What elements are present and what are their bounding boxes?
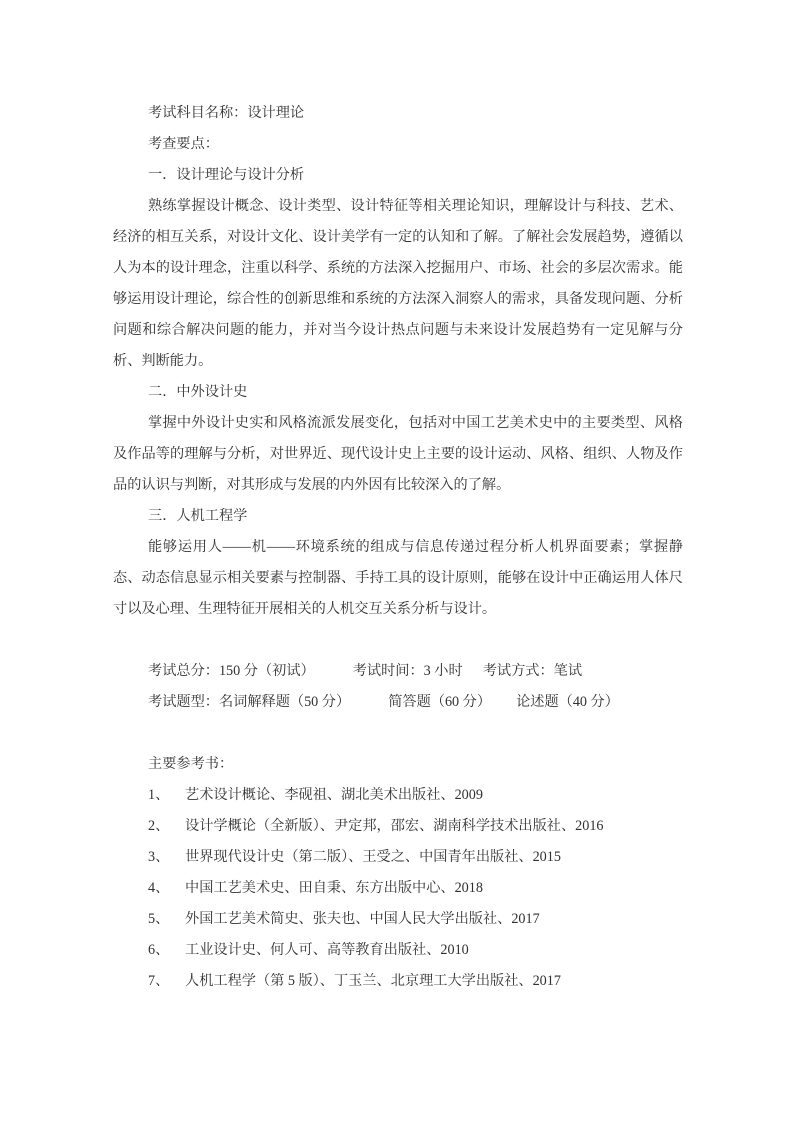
blank-line [113,718,683,749]
reference-text: 人机工程学（第 5 版）、丁玉兰、北京理工大学出版社、2017 [185,973,561,989]
reference-number: 4、 [148,880,170,896]
exam-meta-row-2 [113,687,683,718]
reference-item [113,904,683,935]
reference-text: 中国工艺美术史、田自秉、东方出版中心、2018 [185,880,483,896]
section-design-history [113,377,683,501]
reference-item [113,842,683,873]
section-body: 熟练掌握设计概念、设计类型、设计特征等相关理论知识，理解设计与科技、艺术、经济的相互关系，对设计文化、设计美学有一定的认知和了解。了解社会发展趋势，遵循以人为本的设计理念，注重以科学、系统的方法深入挖掘用户、市场、社会的多层次需求。能够运用设计理论，综合性的创新思维和系统的方法深入洞察人的需求，具备发现问题、分析问题和综合解决问题的能力，并对当今设计热点问题与未来设计发展趋势有一定见解与分析、判断能力。 [113,198,683,369]
reference-number: 7、 [148,973,170,989]
reference-item [113,935,683,966]
exam-method: 考试方式：笔试 [482,663,583,679]
reference-item [113,780,683,811]
question-type-short-answer: 简答题（60 分） [388,694,492,710]
section-design-theory-analysis [113,160,683,377]
section-body: 掌握中外设计史实和风格流派发展变化，包括对中国工艺美术史中的主要类型、风格及作品等的理解与分析，对世界近、现代设计史上主要的设计运动、风格、组织、人物及作品的认识与判断，对其形成与发展的内外因有比较深入的了解。 [113,415,683,493]
blank-line [113,625,683,656]
question-type-essay: 论述题（40 分） [516,694,619,710]
section-ergonomics [113,501,683,625]
question-type-definition: 考试题型：名词解释题（50 分） [148,694,351,710]
reference-text: 世界现代设计史（第二版）、王受之、中国青年出版社、2015 [185,849,561,865]
reference-text: 外国工艺美术简史、张夫也、中国人民大学出版社、2017 [185,911,540,927]
section-heading: 二．中外设计史 [148,384,248,400]
section-heading: 三．人机工程学 [148,508,248,524]
reference-number: 6、 [148,942,170,958]
reference-number: 2、 [148,818,170,834]
reference-item [113,873,683,904]
reference-number: 1、 [148,787,170,803]
subject-line: 考试科目名称：设计理论 [148,105,305,121]
reference-number: 5、 [148,911,170,927]
reference-item [113,811,683,842]
exam-total-score: 考试总分：150 分（初试） [148,663,315,679]
exam-meta-row-1 [113,656,683,687]
exam-duration: 考试时间：3 小时 [352,663,463,679]
reference-number: 3、 [148,849,170,865]
reference-text: 工业设计史、何人可、高等教育出版社、2010 [185,942,469,958]
reference-text: 设计学概论（全新版）、尹定邦，邵宏、湖南科学技术出版社、2016 [185,818,604,834]
reference-item [113,966,683,997]
reference-text: 艺术设计概论、李砚祖、湖北美术出版社、2009 [185,787,483,803]
references-heading: 主要参考书： [148,756,234,772]
section-heading: 一．设计理论与设计分析 [148,167,305,183]
key-points-label: 考查要点： [148,136,219,152]
section-body: 能够运用人——机——环境系统的组成与信息传递过程分析人机界面要素；掌握静态、动态信息显示相关要素与控制器、手持工具的设计原则，能够在设计中正确运用人体尺寸以及心理、生理特征开展相关的人机交互关系分析与设计。 [113,539,683,617]
